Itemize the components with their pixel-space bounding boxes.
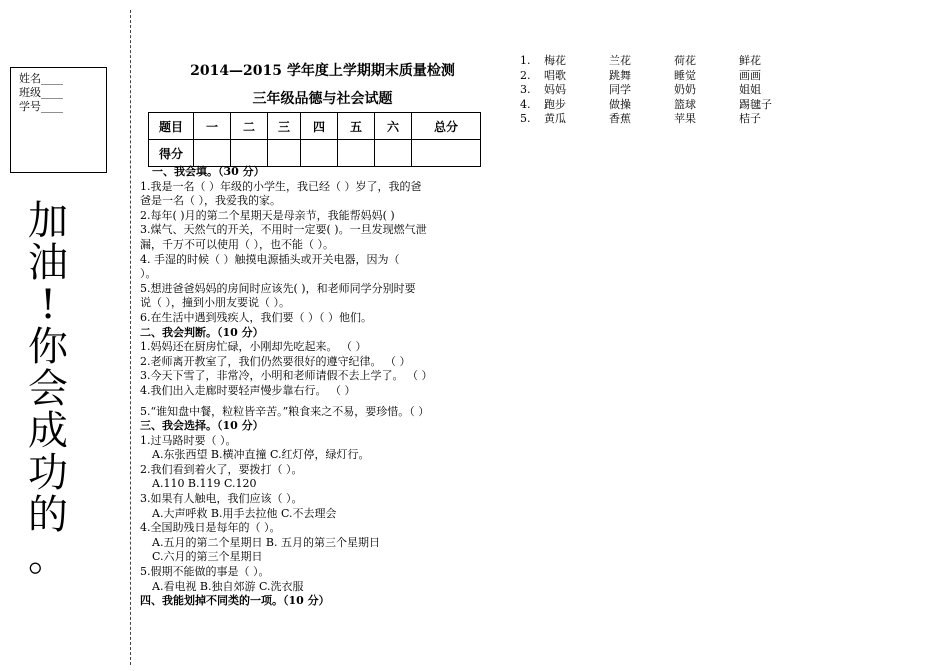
word-option[interactable]: 跑步 [544, 97, 566, 111]
slogan-char: 你 [28, 324, 68, 370]
slogan-char: 加 [28, 198, 68, 244]
exam-subtitle: 三年级品德与社会试题 [252, 91, 393, 107]
score-cell[interactable] [194, 140, 231, 167]
item-number: 1. [520, 54, 531, 67]
question-body [140, 165, 510, 609]
word-option[interactable]: 篮球 [674, 97, 696, 111]
list-item [520, 54, 804, 69]
word-option[interactable]: 做操 [609, 97, 631, 111]
section-heading: 四、我能划掉不同类的一项。（10 分） [140, 594, 330, 608]
section-heading: 二、我会判断。（10 分） [140, 325, 264, 339]
binding-dashed-line [130, 10, 131, 665]
word-option[interactable]: 唱歌 [544, 68, 566, 82]
option-line: A.大声呼救 B.用手去拉他 C.不去理会 [152, 506, 337, 520]
class-field[interactable]: 班级____ [19, 86, 63, 99]
score-cell[interactable] [338, 140, 375, 167]
student-info-box [10, 67, 107, 173]
question-line: 3.今天下雪了，非常冷，小明和老师请假不去上学了。 （ ） [140, 369, 433, 383]
score-cell[interactable] [268, 140, 301, 167]
word-option[interactable]: 梅花 [544, 54, 566, 67]
option-line: C.六月的第三个星期日 [152, 550, 263, 564]
number-field[interactable]: 学号____ [19, 100, 63, 113]
table-cell: 二 [231, 113, 268, 140]
question-line: 3.煤气、天然气的开关，不用时一定要( )。一旦发现燃气泄 [140, 223, 427, 237]
question-line: 1.过马路时要（ ）。 [140, 433, 237, 447]
slogan-char: 油 [28, 240, 68, 286]
list-item [520, 98, 804, 113]
word-option[interactable]: 香蕉 [609, 112, 631, 125]
question-line: 5.假期不能做的事是（ ）。 [140, 565, 270, 579]
score-cell[interactable] [301, 140, 338, 167]
word-option[interactable]: 姐姐 [739, 83, 761, 96]
word-option[interactable]: 黄瓜 [544, 112, 566, 125]
slogan-char: ! [39, 282, 57, 328]
word-group-list [520, 54, 804, 127]
question-line: 5.“谁知盘中餐，粒粒皆辛苦。”粮食来之不易，要珍惜。（ ） [140, 404, 430, 418]
word-option[interactable]: 妈妈 [544, 83, 566, 96]
item-number: 5. [520, 112, 531, 125]
item-number: 3. [520, 83, 531, 96]
word-option[interactable]: 睡觉 [674, 68, 696, 82]
slogan-char: 会 [28, 366, 68, 412]
question-line: 2.每年( )月的第二个星期天是母亲节，我能帮妈妈( ) [140, 208, 395, 222]
word-option[interactable]: 鲜花 [739, 54, 761, 67]
question-line: 5.想进爸爸妈妈的房间时应该先( )，和老师同学分别时要 [140, 281, 416, 295]
word-option[interactable]: 苹果 [674, 112, 696, 125]
table-cell: 三 [268, 113, 301, 140]
question-line: 漏，千万不可以使用（ ），也不能（ ）。 [140, 237, 334, 251]
question-line: 说（ ），撞到小朋友要说（ ）。 [140, 296, 290, 310]
section-heading: 一、我会填。（30 分） [152, 165, 265, 178]
question-line: 4.我们出入走廊时要轻声慢步靠右行。 （ ） [140, 383, 356, 397]
question-line: 3.如果有人触电，我们应该（ ）。 [140, 492, 303, 506]
item-number: 4. [520, 97, 531, 111]
word-option[interactable]: 荷花 [674, 54, 696, 67]
table-cell: 四 [301, 113, 338, 140]
slogan-char: 的 [28, 492, 68, 538]
word-option[interactable]: 画画 [739, 68, 761, 82]
table-cell: 五 [338, 113, 375, 140]
question-line: 2.我们看到着火了，要拨打（ ）。 [140, 462, 303, 476]
section-heading: 三、我会选择。（10 分） [140, 419, 264, 433]
score-cell[interactable] [375, 140, 412, 167]
question-line: 2.老师离开教室了，我们仍然要很好的遵守纪律。 （ ） [140, 354, 411, 368]
score-cell[interactable] [231, 140, 268, 167]
question-line: 4. 手湿的时候（ ）触摸电源插头或开关电器，因为（ [140, 252, 400, 266]
question-line: 6.在生活中遇到残疾人，我们要（ ）（ ）他们。 [140, 310, 372, 324]
slogan-char: 。 [28, 534, 68, 580]
word-option[interactable]: 奶奶 [674, 83, 696, 96]
slogan-char: 功 [28, 450, 68, 496]
word-option[interactable]: 同学 [609, 83, 631, 96]
table-cell: 一 [194, 113, 231, 140]
question-line: 1.妈妈还在厨房忙碌，小刚却先吃起来。 （ ） [140, 340, 367, 354]
option-line: A.东张西望 B.横冲直撞 C.红灯停，绿灯行。 [152, 448, 370, 462]
word-option[interactable]: 踢毽子 [739, 97, 772, 111]
item-number: 2. [520, 68, 531, 82]
table-cell: 六 [375, 113, 412, 140]
word-option[interactable]: 跳舞 [609, 68, 631, 82]
score-table-header-row [149, 113, 481, 140]
slogan-char: 成 [28, 408, 68, 454]
option-line: A.110 B.119 C.120 [152, 477, 257, 491]
question-line: ）。 [140, 267, 157, 281]
list-item [520, 112, 804, 127]
question-line: 爸是一名（ ），我爱我的家。 [140, 194, 281, 208]
word-option[interactable]: 桔子 [739, 112, 761, 125]
list-item [520, 69, 804, 84]
option-line: A.看电视 B.独自郊游 C.洗衣服 [152, 579, 304, 593]
table-cell: 得分 [149, 140, 194, 167]
name-field[interactable]: 姓名____ [19, 72, 63, 85]
option-line: A.五月的第二个星期日 B. 五月的第三个星期日 [152, 535, 381, 549]
word-option[interactable]: 兰花 [609, 54, 631, 67]
exam-title: 2014—2015 学年度上学期期末质量检测 [190, 63, 455, 79]
score-table-score-row [149, 140, 481, 167]
score-cell[interactable] [412, 140, 481, 167]
table-cell: 总分 [412, 113, 481, 140]
list-item [520, 83, 804, 98]
score-table [148, 112, 481, 167]
slogan-vertical [20, 200, 76, 578]
question-line: 1.我是一名（ ）年级的小学生，我已经（ ）岁了，我的爸 [140, 179, 422, 193]
table-cell: 题目 [149, 113, 194, 140]
question-line: 4.全国助残日是每年的（ ）。 [140, 521, 281, 535]
